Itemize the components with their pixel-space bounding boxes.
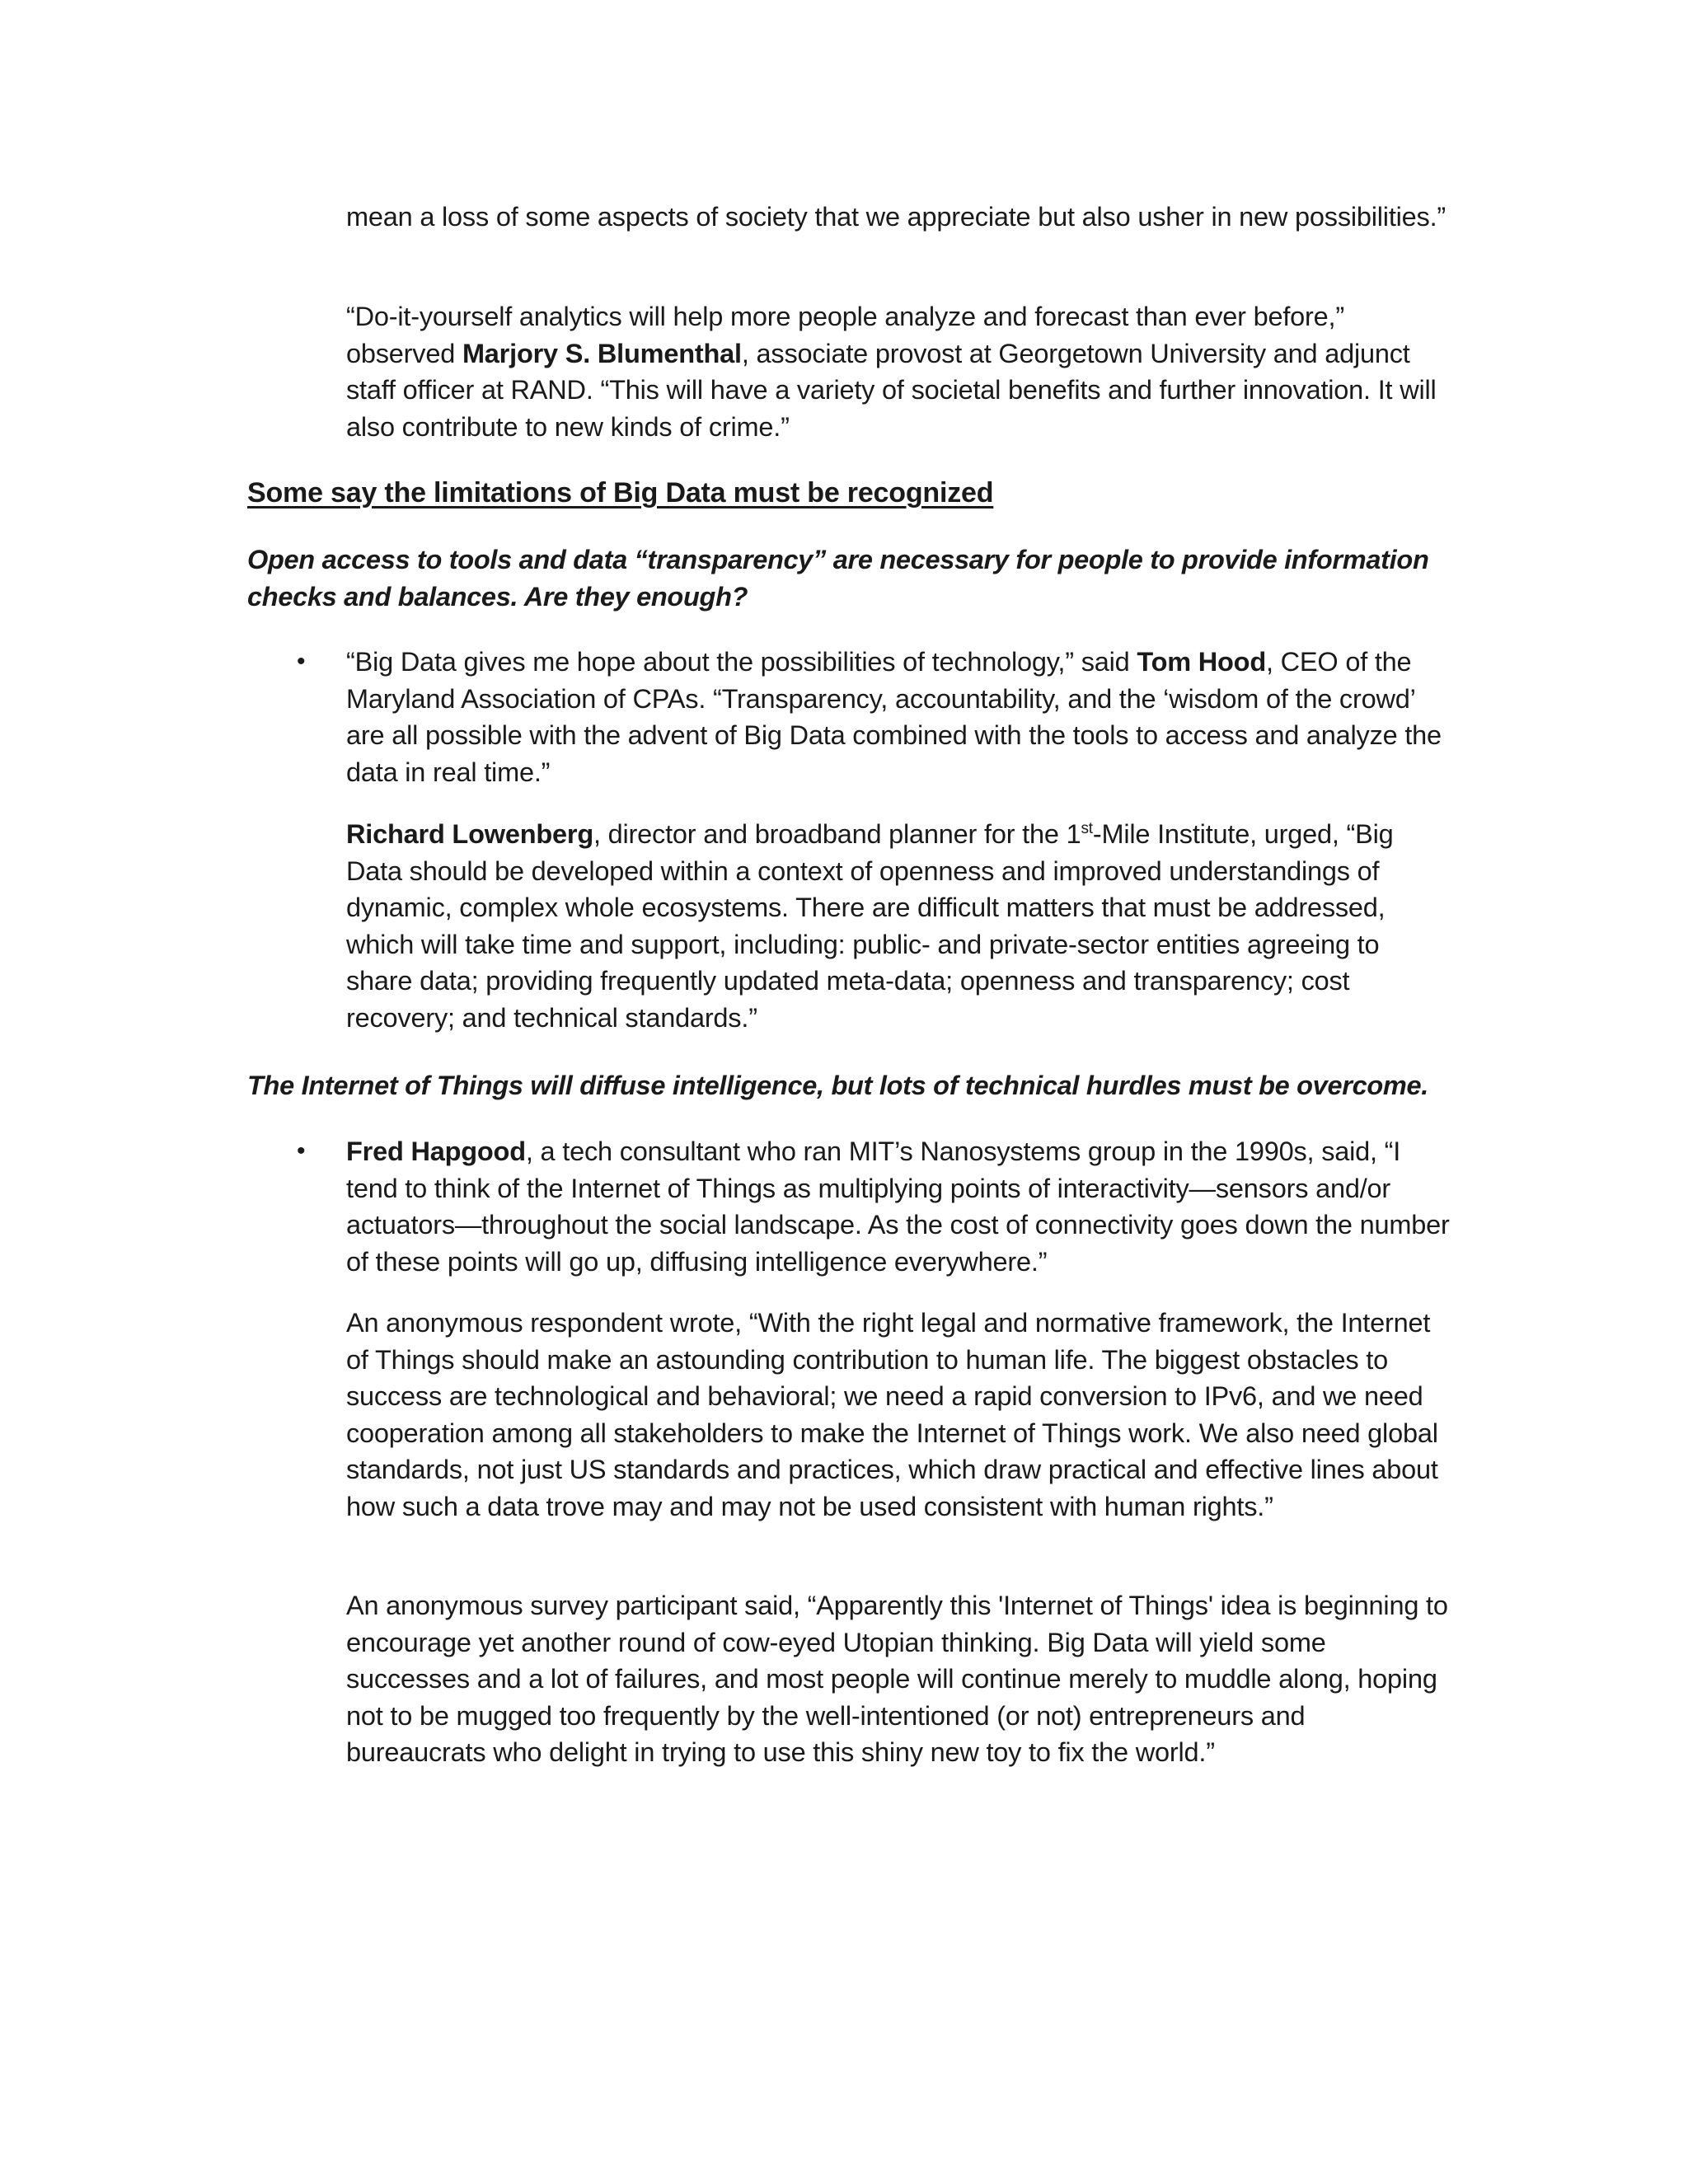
speaker-name: Fred Hapgood — [346, 1137, 526, 1166]
paragraph-anonymous-2: An anonymous survey participant said, “Apparently this 'Internet of Things' idea is beginning to encourage yet another round of cow-eyed Utopian thinking. Big Data will yield some successes and a lot of failures, and most people will continue merely to muddle along, hoping not to be mugged too frequently by the well-intentioned (or not) entrepreneurs and bureaucrats who delight in trying to use this shiny new toy to fix the world.” — [346, 1591, 1448, 1767]
bullet-marker: • — [297, 648, 306, 675]
speaker-name: Richard Lowenberg — [346, 819, 593, 849]
speaker-name: Marjory S. Blumenthal — [462, 338, 742, 368]
paragraph-hood: “Big Data gives me hope about the possibilities of technology,” said Tom Hood, CEO of the Maryland Association of CPAs. “Transparency, accountability, and the ‘wisdom of the crowd’ are all possible with the advent of Big Data combined with the tools to access and analyze the data in real time.” — [346, 647, 1442, 787]
paragraph-blumenthal: “Do-it-yourself analytics will help more people analyze and forecast than ever before,” observed Marjory S. Blumenthal, associate provost at Georgetown University and adjunct staff officer at RAND. “This will have a variety of societal benefits and further innovation. It will also contribute to new kinds of crime.” — [346, 302, 1437, 442]
bullet-marker: • — [297, 1137, 306, 1165]
section-heading: Some say the limitations of Big Data must be recognized — [247, 477, 994, 509]
paragraph-continuation: mean a loss of some aspects of society that we appreciate but also usher in new possibilities.” — [346, 202, 1447, 232]
speaker-name: Tom Hood — [1137, 647, 1266, 677]
paragraph-lowenberg: Richard Lowenberg, director and broadband planner for the 1st-Mile Institute, urged, “Big Data should be developed within a context of openness and improved understandings of dynamic, complex whole ecosystems. There are difficult matters that must be addressed, which will take time and support, including: public- and private-sector entities agreeing to share data; providing frequently updated meta-data; openness and transparency; cost recovery; and technical standards.” — [346, 819, 1394, 1033]
subheading-internet-of-things: The Internet of Things will diffuse intelligence, but lots of technical hurdles must be overcome. — [247, 1071, 1429, 1100]
subheading-transparency: Open access to tools and data “transparency” are necessary for people to provide information checks and balances. Are they enough? — [247, 545, 1429, 612]
paragraph-anonymous-1: An anonymous respondent wrote, “With the right legal and normative framework, the Internet of Things should make an astounding contribution to human life. The biggest obstacles to success are technological and behavioral; we need a rapid conversion to IPv6, and we need cooperation among all stakeholders to make the Internet of Things work. We also need global standards, not just US standards and practices, which draw practical and effective lines about how such a data trove may and may not be used consistent with human rights.” — [346, 1308, 1438, 1521]
paragraph-hapgood: Fred Hapgood, a tech consultant who ran MIT’s Nanosystems group in the 1990s, said, “I tend to think of the Internet of Things as multiplying points of interactivity—sensors and/or actuators—throughout the social landscape. As the cost of connectivity goes down the number of these points will go up, diffusing intelligence everywhere.” — [346, 1137, 1450, 1277]
